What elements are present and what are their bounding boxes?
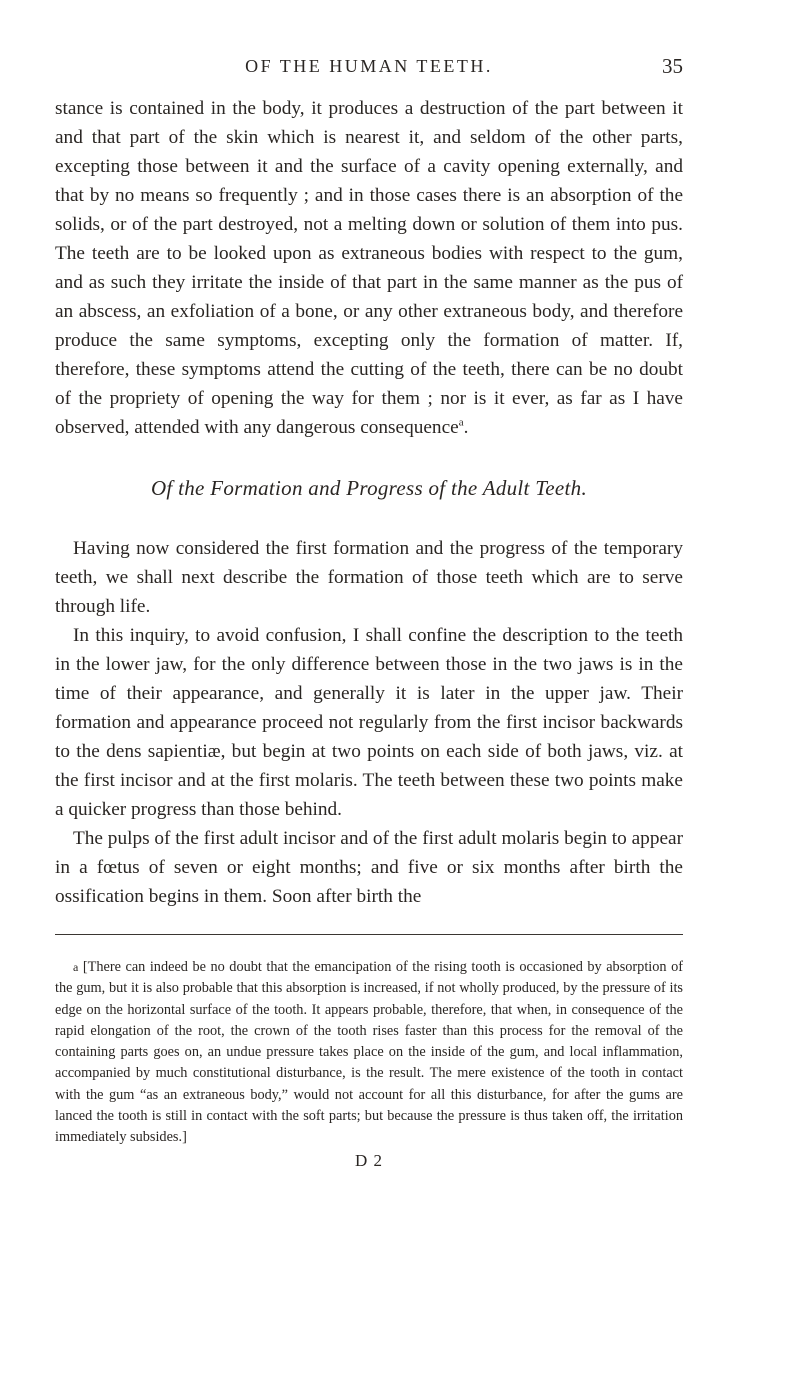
- footnote-text: [There can indeed be no doubt that the emancipation of the rising tooth is occasioned by absorption of the gum, but it is also probable that this absorption is increased, if not wholly produced, by the pressure of its edge on the horizontal surface of the tooth. It appears probable, therefore, that when, in consequence of the rapid elongation of the root, the crown of the tooth rises faster than this process for the removal of the containing parts goes on, an undue pressure takes place on the inside of the gum, and local inflammation, accompanied by much constitutional disturbance, is the result. The mere existence of the tooth in contact with the gum “as an extraneous body,” would not account for all this disturbance, for after the gums are lanced the tooth is still in contact with the soft parts; but because the pressure is thus taken off, the irritation immediately subsides.]: [55, 959, 683, 1146]
- body-text: [55, 94, 683, 911]
- paragraph-2: Having now considered the first formation and the progress of the temporary teeth, we shall next describe the formation of those teeth which are to serve through life.: [55, 538, 683, 617]
- page-number: 35: [662, 54, 683, 78]
- footnote: [55, 957, 683, 1149]
- paragraph-3: In this inquiry, to avoid confusion, I shall confine the description to the teeth in the lower jaw, for the only difference between those in the two jaws is in the time of their appearance, and generally it is later in the upper jaw. Their formation and appearance proceed not regularly from the first incisor backwards to the dens sapientiæ, but begin at two points on each side of both jaws, viz. at the first incisor and at the first molaris. The teeth between these two points make a quicker progress than those behind.: [55, 625, 683, 820]
- section-heading: Of the Formation and Progress of the Adult Teeth.: [150, 476, 588, 500]
- paragraph-1-end: .: [463, 417, 469, 438]
- running-head: [55, 48, 683, 84]
- footnote-divider: [55, 934, 683, 935]
- paragraph-continued: [55, 94, 683, 442]
- footnote-reference: a: [458, 416, 464, 429]
- signature-mark: D 2: [354, 1150, 384, 1170]
- paragraph-1-text: stance is contained in the body, it produces a destruction of the part between it and that part of the skin which is nearest it, and seldom of the other parts, excepting those between it and the surface of a cavity opening externally, and that by no means so frequently ; and in those cases there is an absorption of the solids, or of the part destroyed, not a melting down or solution of them into pus. The teeth are to be looked upon as extraneous bodies with respect to the gum, and as such they irritate the inside of that part in the same manner as the pus of an abscess, an exfoliation of a bone, or any other extraneous body, and therefore produce the same symptoms, excepting only the formation of matter. If, therefore, these symptoms attend the cutting of the teeth, there can be no doubt of the propriety of opening the way for them ; nor is it ever, as far as I have observed, attended with any dangerous consequence: [55, 98, 683, 438]
- footnote-mark: a: [73, 960, 79, 974]
- running-head-title: OF THE HUMAN TEETH.: [245, 56, 493, 76]
- paragraph-4: The pulps of the first adult incisor and of the first adult molaris begin to appear in a fœtus of seven or eight months; and five or six months after birth the ossification begins in them. Soon after birth the: [55, 828, 683, 907]
- book-page: [55, 48, 683, 1171]
